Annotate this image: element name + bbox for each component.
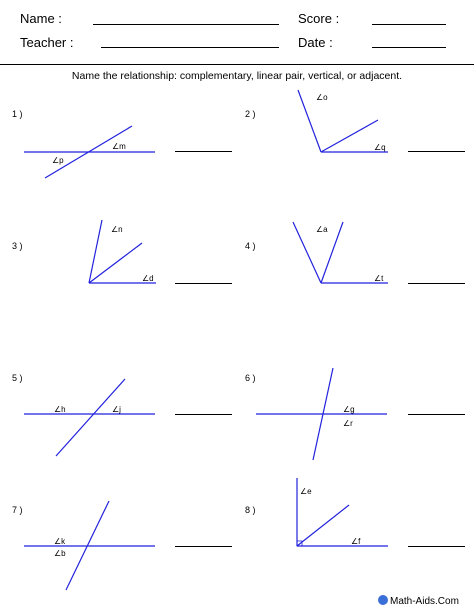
problem-number: 5 ) xyxy=(12,373,23,383)
angle-label: ∠h xyxy=(54,405,66,414)
date-label: Date : xyxy=(298,35,333,50)
name-label: Name : xyxy=(20,11,62,26)
angle-label: ∠b xyxy=(54,549,66,558)
angle-label: ∠r xyxy=(343,419,353,428)
angle-label: ∠m xyxy=(112,142,126,151)
angle-label: ∠p xyxy=(52,156,64,165)
angle-label: ∠a xyxy=(316,225,328,234)
angle-label: ∠o xyxy=(316,93,328,102)
angle-label: ∠t xyxy=(374,274,384,283)
angle-label: ∠f xyxy=(351,537,361,546)
line-segment xyxy=(297,505,349,546)
problem-number: 8 ) xyxy=(245,505,256,515)
problem-number: 3 ) xyxy=(12,241,23,251)
instructions: Name the relationship: complementary, linear pair, vertical, or adjacent. xyxy=(71,70,403,82)
line-segment xyxy=(321,120,378,152)
angle-label: ∠k xyxy=(54,537,66,546)
angle-labels xyxy=(52,93,386,558)
math-aids-logo-icon xyxy=(378,595,388,605)
angle-label: ∠d xyxy=(142,274,154,283)
angle-label: ∠j xyxy=(112,405,121,414)
angle-label: ∠g xyxy=(343,405,355,414)
teacher-label: Teacher : xyxy=(20,35,74,50)
problem-number: 1 ) xyxy=(12,109,23,119)
problem-number: 6 ) xyxy=(245,373,256,383)
brand-text: Math-Aids.Com xyxy=(390,596,459,607)
angle-label: ∠n xyxy=(111,225,123,234)
problem-number: 4 ) xyxy=(245,241,256,251)
line-segment xyxy=(89,220,102,283)
angle-label: ∠q xyxy=(374,143,386,152)
footer-brand xyxy=(378,595,459,607)
figure-lines xyxy=(24,90,388,590)
problem-number: 7 ) xyxy=(12,505,23,515)
score-label: Score : xyxy=(298,11,340,26)
angle-label: ∠e xyxy=(300,487,312,496)
problem-number: 2 ) xyxy=(245,109,256,119)
line-segment xyxy=(89,243,142,283)
line-segment xyxy=(56,379,125,456)
